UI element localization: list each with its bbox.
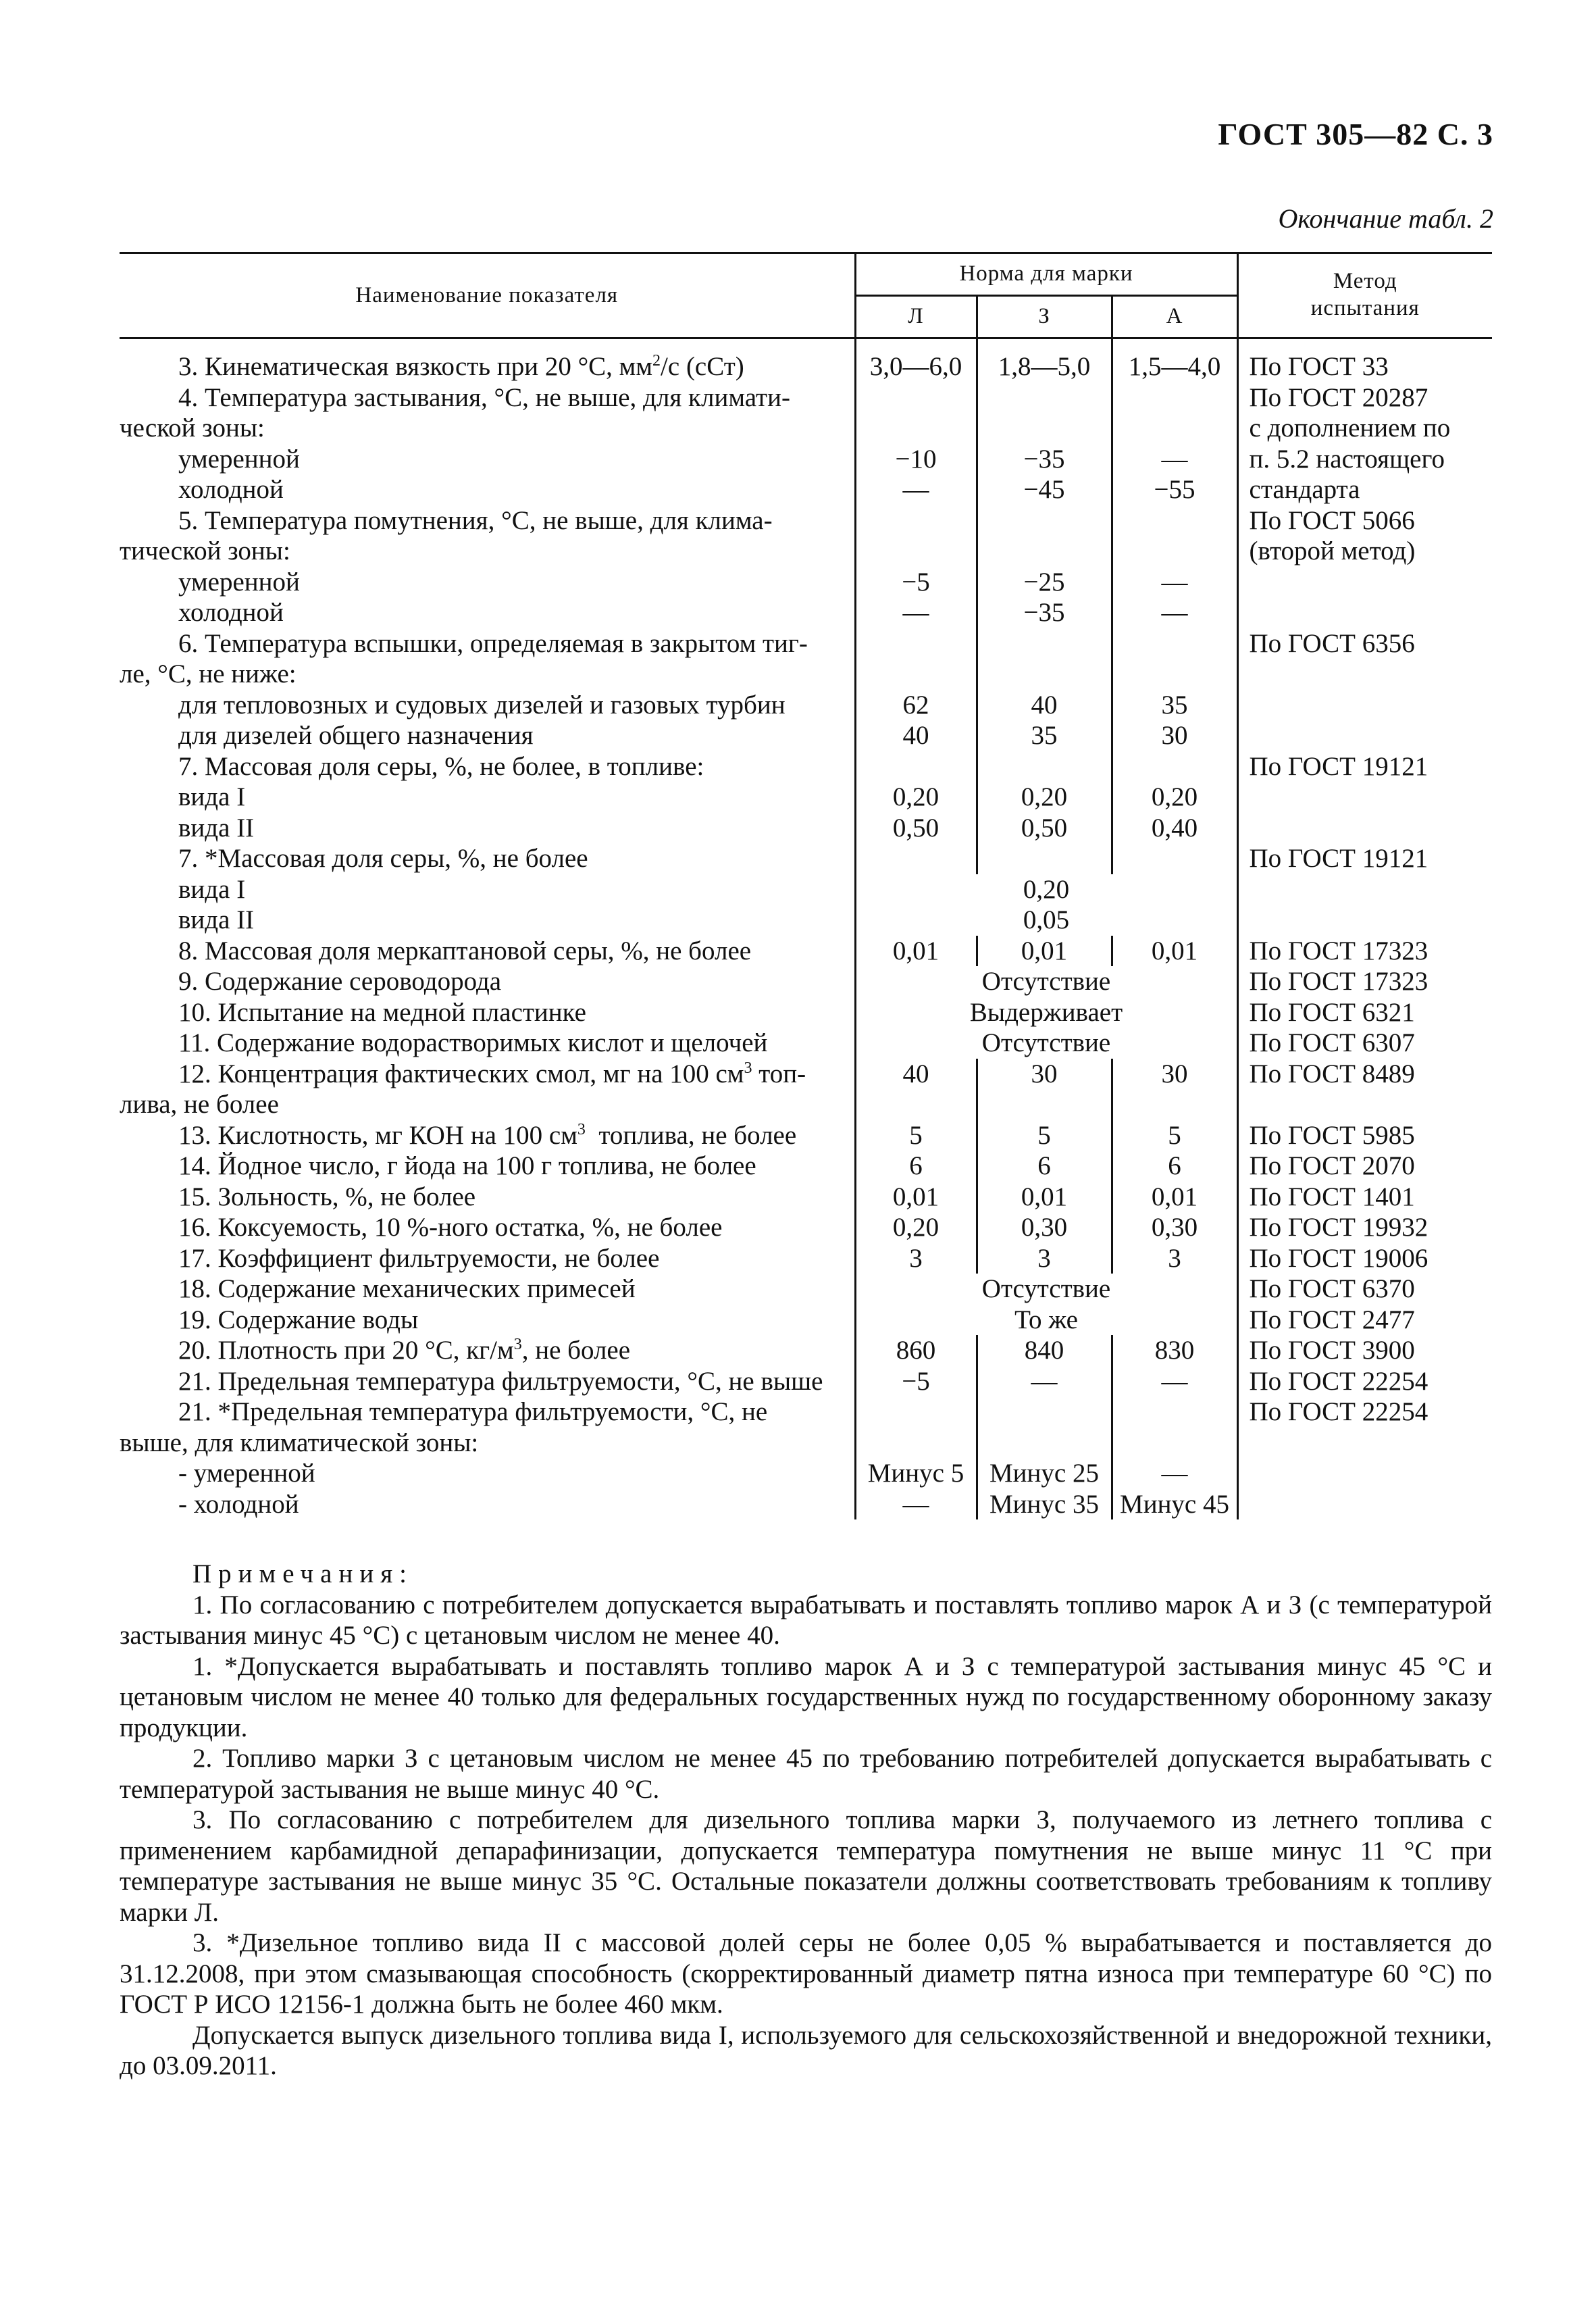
indicator-name-text: лива, не более [120,1090,279,1119]
indicator-name-text: 8. Массовая доля меркаптановой серы, %, не более [178,936,752,965]
norm-value-a [1112,1428,1237,1459]
indicator-name [120,782,855,813]
indicator-name [120,1120,855,1151]
header-mark-z: З [977,296,1112,338]
norm-value-z [977,1397,1112,1428]
norm-value-a [1112,843,1237,874]
table-row [120,1489,1492,1520]
norm-value-a [1112,751,1237,782]
table-row [120,782,1492,813]
table-row [120,1028,1492,1059]
indicator-name-text: 17. Коэффициент фильтруемости, не более [178,1243,660,1273]
header-indicator-name: Наименование показателя [120,253,855,338]
indicator-name [120,1274,855,1305]
indicator-name-text: 7. Массовая доля серы, %, не более, в топливе: [178,751,704,781]
norm-value-l [855,843,977,874]
norm-value-z: 40 [977,690,1112,721]
norm-value-l: 62 [855,690,977,721]
notes-section [120,1559,1492,2082]
norm-value-l [855,1397,977,1428]
table-row [120,874,1492,905]
test-method: По ГОСТ 6307 [1237,1028,1492,1059]
norm-value-l [855,413,977,444]
note-item: 3. По согласованию с потребителем для дизельного топлива марки З, получаемого из летнего топлива с применением карбамидной депарафинизации, допускается температура помутнения не выше минус 11 °С при температуре застывания не выше минус 35 °С. Остальные показатели должны соответствовать требованиям к топливу марки Л. [120,1805,1492,1927]
norm-value-a: 0,20 [1112,782,1237,813]
indicator-name [120,813,855,844]
test-method [1237,720,1492,751]
indicator-name [120,1212,855,1243]
test-method: По ГОСТ 17323 [1237,936,1492,967]
test-method: По ГОСТ 2477 [1237,1305,1492,1336]
norm-value-z: 35 [977,720,1112,751]
table-row [120,690,1492,721]
test-method: По ГОСТ 1401 [1237,1182,1492,1213]
indicator-name [120,1028,855,1059]
test-method: По ГОСТ 2070 [1237,1151,1492,1182]
table-row [120,905,1492,936]
indicator-name [120,936,855,967]
indicator-name [120,1182,855,1213]
note-item: 1. *Допускается вырабатывать и поставлять топливо марок А и З с температурой застывания минус 45 °С и цетановым числом не менее 40 только для федеральных государственных нужд по государственному оборонному заказу продукции. [120,1651,1492,1742]
table-row [120,1151,1492,1182]
indicator-name [120,690,855,721]
table-row [120,1059,1492,1090]
norm-value-merged: Отсутствие [855,1274,1237,1305]
norm-value-z [977,1428,1112,1459]
norm-value-l: 5 [855,1120,977,1151]
table-row [120,474,1492,505]
table-row [120,1335,1492,1366]
indicator-name-text: 19. Содержание воды [178,1305,419,1334]
table-row [120,1120,1492,1151]
norm-value-merged: Выдерживает [855,997,1237,1028]
table-row [120,1274,1492,1305]
norm-value-l: — [855,474,977,505]
test-method [1237,690,1492,721]
norm-value-a [1112,382,1237,413]
norm-value-l: 0,01 [855,1182,977,1213]
indicator-name-text: 13. Кислотность, мг КОН на 100 см [178,1120,577,1150]
test-method: По ГОСТ 22254 [1237,1366,1492,1397]
norm-value-z: 0,20 [977,782,1112,813]
table-row [120,413,1492,444]
test-method: По ГОСТ 6356 [1237,628,1492,659]
indicator-name-text: выше, для климатической зоны: [120,1428,479,1457]
indicator-name [120,382,855,413]
table-row [120,813,1492,844]
indicator-name-text: 14. Йодное число, г йода на 100 г топлива, не более [178,1151,756,1180]
norm-value-l: 0,01 [855,936,977,967]
indicator-name [120,597,855,628]
norm-value-z: 0,01 [977,1182,1112,1213]
test-method: По ГОСТ 20287 [1237,382,1492,413]
table-row [120,597,1492,628]
norm-value-l: 6 [855,1151,977,1182]
indicator-name-text: 3. Кинематическая вязкость при 20 °С, мм [178,352,653,381]
norm-value-l [855,505,977,536]
norm-value-z [977,751,1112,782]
norm-value-z: 30 [977,1059,1112,1090]
norm-value-a: 830 [1112,1335,1237,1366]
test-method: (второй метод) [1237,536,1492,567]
norm-value-a: 6 [1112,1151,1237,1182]
header-method-label: Метод испытания [1310,268,1420,320]
indicator-name-text-cont: , не более [521,1336,631,1365]
indicator-name-text: вида I [178,874,246,904]
unit-superscript: 3 [577,1120,586,1138]
indicator-name-text: 18. Содержание механических примесей [178,1274,636,1303]
indicator-name [120,751,855,782]
norm-value-l: 0,50 [855,813,977,844]
test-method: По ГОСТ 22254 [1237,1397,1492,1428]
table-row [120,843,1492,874]
norm-value-merged: То же [855,1305,1237,1336]
indicator-name-text: 11. Содержание водорастворимых кислот и щелочей [178,1028,768,1057]
indicator-name [120,720,855,751]
indicator-name [120,1059,855,1090]
norm-value-z [977,536,1112,567]
norm-value-z: 1,8—5,0 [977,338,1112,382]
table-row [120,444,1492,475]
norm-value-z: Минус 25 [977,1458,1112,1489]
table-row [120,1305,1492,1336]
norm-value-z: 840 [977,1335,1112,1366]
test-method: с дополнением по [1237,413,1492,444]
norm-value-l: 3,0—6,0 [855,338,977,382]
indicator-name [120,338,855,382]
test-method: По ГОСТ 3900 [1237,1335,1492,1366]
table-row [120,1182,1492,1213]
page-header: ГОСТ 305—82 С. 3 [1218,117,1493,151]
norm-value-z: −45 [977,474,1112,505]
test-method: По ГОСТ 6321 [1237,997,1492,1028]
norm-value-a: 30 [1112,1059,1237,1090]
test-method [1237,905,1492,936]
norm-value-z: — [977,1366,1112,1397]
norm-value-z: 0,01 [977,936,1112,967]
test-method: п. 5.2 настоящего [1237,444,1492,475]
norm-value-l [855,1089,977,1120]
norm-value-l [855,382,977,413]
unit-superscript: 2 [652,352,661,370]
norm-value-a: Минус 45 [1112,1489,1237,1520]
indicator-name [120,1428,855,1459]
indicator-name [120,1366,855,1397]
note-item: Допускается выпуск дизельного топлива вида I, используемого для сельскохозяйственной и внедорожной техники, до 03.09.2011. [120,2020,1492,2080]
table-row [120,936,1492,967]
norm-value-l [855,1428,977,1459]
norm-value-l: −10 [855,444,977,475]
norm-value-a [1112,536,1237,567]
test-method: По ГОСТ 19932 [1237,1212,1492,1243]
table-row [120,628,1492,659]
indicator-name [120,874,855,905]
test-method: По ГОСТ 5985 [1237,1120,1492,1151]
norm-value-a [1112,505,1237,536]
header-method [1237,253,1492,338]
norm-value-l: 0,20 [855,1212,977,1243]
unit-superscript: 3 [513,1336,522,1353]
header-mark-a: А [1112,296,1237,338]
table-row [120,1458,1492,1489]
note-item: 1. По согласованию с потребителем допускается вырабатывать и поставлять топливо марок А и З (с температурой застывания минус 45 °С) с цетановым числом не менее 40. [120,1590,1492,1650]
table-caption: Окончание табл. 2 [1278,203,1493,234]
norm-value-a: — [1112,444,1237,475]
table-row [120,1428,1492,1459]
indicator-name [120,444,855,475]
indicator-name [120,1489,855,1520]
norm-value-l: — [855,1489,977,1520]
indicator-name-text-cont: /с (сСт) [661,352,744,381]
test-method: По ГОСТ 5066 [1237,505,1492,536]
test-method [1237,597,1492,628]
indicator-name [120,567,855,598]
indicator-name [120,474,855,505]
indicator-name-text: 5. Температура помутнения, °С, не выше, для клима- [178,505,773,535]
indicator-name-text: 16. Коксуемость, 10 %-ного остатка, %, не более [178,1213,723,1242]
norm-value-a: 0,01 [1112,1182,1237,1213]
header-norm: Норма для марки [855,253,1237,296]
indicator-name [120,1458,855,1489]
table-row [120,338,1492,382]
test-method: По ГОСТ 19121 [1237,751,1492,782]
norm-value-l: 40 [855,720,977,751]
indicator-name-text: 10. Испытание на медной пластинке [178,997,586,1027]
norm-value-z: 0,30 [977,1212,1112,1243]
indicator-name-text: холодной [178,598,284,627]
norm-value-a [1112,659,1237,690]
test-method: По ГОСТ 33 [1237,338,1492,382]
norm-value-a: 1,5—4,0 [1112,338,1237,382]
test-method [1237,1489,1492,1520]
norm-value-merged: Отсутствие [855,1028,1237,1059]
norm-value-l: 860 [855,1335,977,1366]
indicator-name [120,905,855,936]
norm-value-z [977,413,1112,444]
norm-value-z [977,659,1112,690]
test-method [1237,782,1492,813]
table-row [120,997,1492,1028]
indicator-name-text: холодной [178,475,284,504]
norm-value-a [1112,1089,1237,1120]
indicator-name-text: тической зоны: [120,536,290,565]
indicator-name-text: для тепловозных и судовых дизелей и газовых турбин [178,690,786,720]
table-row [120,536,1492,567]
norm-value-l: Минус 5 [855,1458,977,1489]
indicator-name [120,997,855,1028]
indicator-name [120,505,855,536]
test-method [1237,813,1492,844]
indicator-name-text: вида II [178,813,255,842]
norm-value-l: — [855,597,977,628]
table-row [120,1212,1492,1243]
norm-value-merged: 0,05 [855,905,1237,936]
norm-value-a: — [1112,1458,1237,1489]
indicator-name [120,413,855,444]
test-method [1237,1458,1492,1489]
indicator-name-text: 12. Концентрация фактических смол, мг на 100 см [178,1059,744,1088]
test-method: По ГОСТ 19121 [1237,843,1492,874]
header-mark-l: Л [855,296,977,338]
indicator-name-text: 15. Зольность, %, не более [178,1182,476,1211]
norm-value-l [855,751,977,782]
table-row [120,505,1492,536]
table-row [120,966,1492,997]
norm-value-z: 3 [977,1243,1112,1274]
test-method: стандарта [1237,474,1492,505]
indicator-name-text: для дизелей общего назначения [178,721,534,750]
norm-value-z [977,843,1112,874]
notes-title: Примечания: [192,1559,413,1588]
indicator-name-text: ческой зоны: [120,413,265,443]
test-method [1237,1089,1492,1120]
table-row [120,1397,1492,1428]
table-row [120,382,1492,413]
norms-table [120,252,1492,1519]
norm-value-merged: 0,20 [855,874,1237,905]
norm-value-a: — [1112,567,1237,598]
indicator-name-text: умеренной [178,567,300,597]
norm-value-l [855,628,977,659]
table-row [120,1089,1492,1120]
table-row [120,751,1492,782]
indicator-name-text: 21. *Предельная температура фильтруемости, °С, не [178,1397,768,1426]
norm-value-a: 0,01 [1112,936,1237,967]
indicator-name-text: вида II [178,905,255,934]
indicator-name-text: - умеренной [178,1459,315,1488]
indicator-name-text: 7. *Массовая доля серы, %, не более [178,844,588,873]
norm-value-l: −5 [855,1366,977,1397]
norm-value-a: 0,30 [1112,1212,1237,1243]
norm-value-l [855,536,977,567]
test-method [1237,874,1492,905]
table-row [120,659,1492,690]
test-method: По ГОСТ 17323 [1237,966,1492,997]
norm-value-l: 40 [855,1059,977,1090]
norm-value-z: Минус 35 [977,1489,1112,1520]
indicator-name [120,1151,855,1182]
indicator-name [120,1397,855,1428]
indicator-name-text: - холодной [178,1489,299,1519]
indicator-name-text: 21. Предельная температура фильтруемости, °С, не выше [178,1366,823,1396]
norm-value-z: 0,50 [977,813,1112,844]
norm-value-a: −55 [1112,474,1237,505]
indicator-name-text: ле, °С, не ниже: [120,659,297,688]
norm-value-merged: Отсутствие [855,966,1237,997]
norm-value-a: 0,40 [1112,813,1237,844]
indicator-name [120,966,855,997]
norm-value-a: — [1112,597,1237,628]
norm-value-z [977,382,1112,413]
indicator-name-text-cont: топ- [752,1059,806,1088]
table-row [120,1243,1492,1274]
indicator-name-text: 4. Температура застывания, °С, не выше, для климати- [178,382,790,412]
table-body [120,338,1492,1520]
indicator-name-text: вида I [178,782,246,811]
indicator-name [120,536,855,567]
norm-value-z: 6 [977,1151,1112,1182]
indicator-name [120,1089,855,1120]
norm-value-a: — [1112,1366,1237,1397]
test-method: По ГОСТ 6370 [1237,1274,1492,1305]
norm-value-z [977,505,1112,536]
indicator-name-text: 9. Содержание сероводорода [178,967,502,996]
norm-value-z: −35 [977,444,1112,475]
norm-value-z: 5 [977,1120,1112,1151]
indicator-name-text: 20. Плотность при 20 °С, кг/м [178,1336,514,1365]
table-row [120,720,1492,751]
norm-value-a: 35 [1112,690,1237,721]
norm-value-a: 3 [1112,1243,1237,1274]
indicator-name [120,659,855,690]
norm-value-l: 3 [855,1243,977,1274]
indicator-name [120,1335,855,1366]
table-row [120,1366,1492,1397]
indicator-name-text-cont: топлива, не более [585,1120,797,1150]
indicator-name-text: умеренной [178,444,300,474]
indicator-name [120,843,855,874]
norm-value-z: −25 [977,567,1112,598]
note-item: 2. Топливо марки З с цетановым числом не менее 45 по требованию потребителей допускается вырабатывать с температурой застывания не выше минус 40 °С. [120,1744,1492,1804]
test-method [1237,659,1492,690]
norm-value-z [977,1089,1112,1120]
indicator-name-text: 6. Температура вспышки, определяемая в закрытом тиг- [178,628,808,658]
indicator-name [120,628,855,659]
indicator-name [120,1243,855,1274]
test-method [1237,1428,1492,1459]
norm-value-a: 5 [1112,1120,1237,1151]
table-row [120,567,1492,598]
test-method [1237,567,1492,598]
norm-value-a [1112,628,1237,659]
norm-value-l: 0,20 [855,782,977,813]
note-item: 3. *Дизельное топливо вида II с массовой долей серы не более 0,05 % вырабатывается и поставляется до 31.12.2008, при этом смазывающая способность (скорректированный диаметр пятна износа при температуре 60 °С) по ГОСТ Р ИСО 12156-1 должна быть не более 460 мкм. [120,1928,1492,2019]
indicator-name [120,1305,855,1336]
norm-value-l [855,659,977,690]
norm-value-a [1112,413,1237,444]
norm-value-z: −35 [977,597,1112,628]
norm-value-a [1112,1397,1237,1428]
norm-value-a: 30 [1112,720,1237,751]
norm-value-l: −5 [855,567,977,598]
norm-value-z [977,628,1112,659]
test-method: По ГОСТ 19006 [1237,1243,1492,1274]
test-method: По ГОСТ 8489 [1237,1059,1492,1090]
unit-superscript: 3 [744,1059,752,1077]
